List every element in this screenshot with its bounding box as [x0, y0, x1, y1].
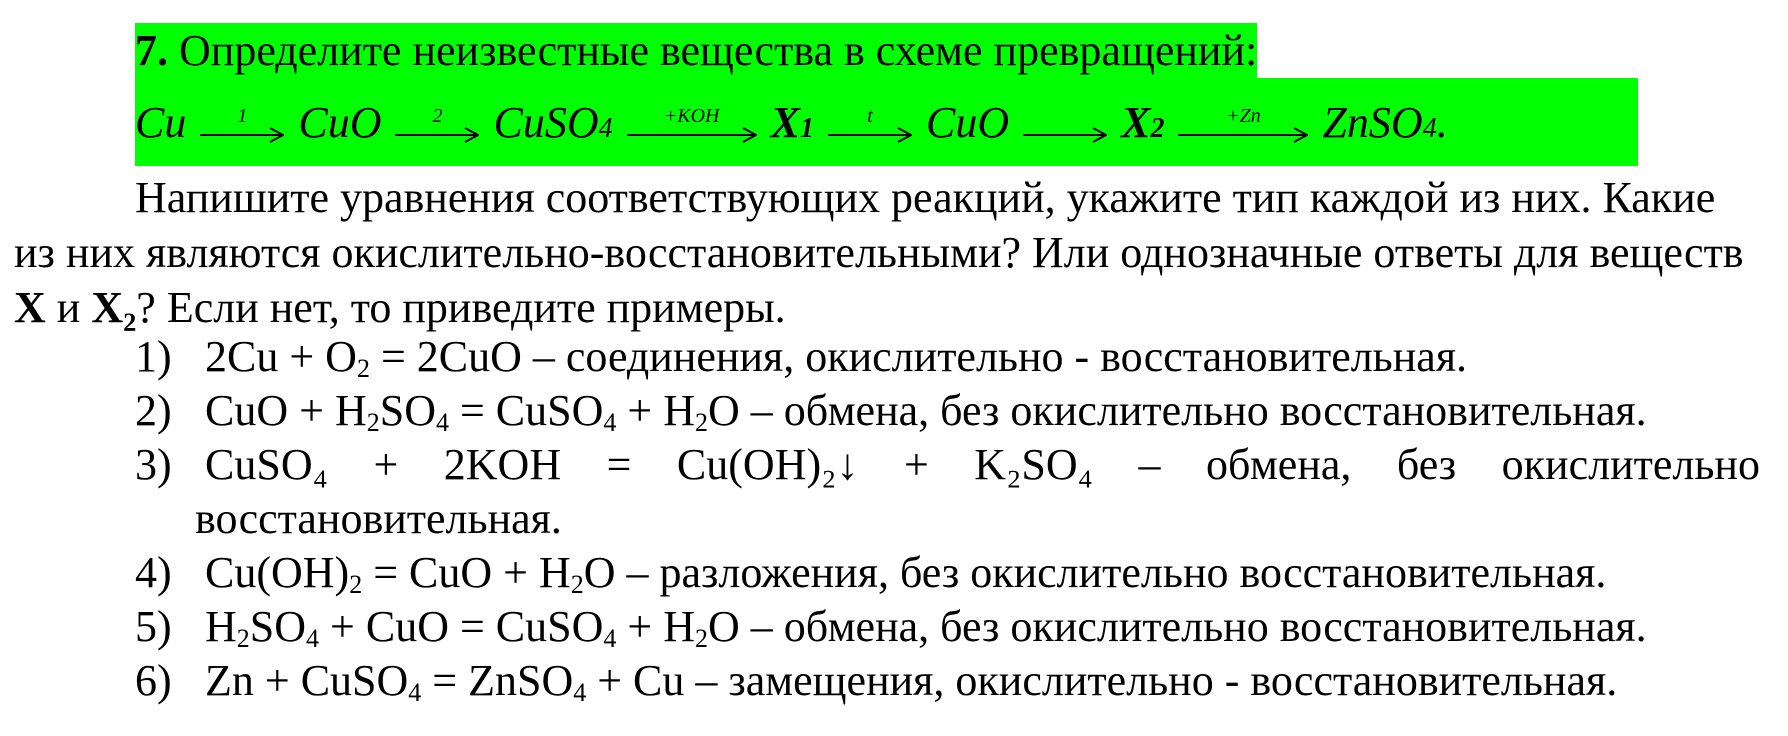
answer-number: 2): [135, 386, 172, 435]
answer-list: [135, 330, 1760, 708]
arrow-label: 1: [237, 105, 248, 127]
equation-text: H: [205, 602, 237, 651]
equation-token: =: [606, 440, 632, 489]
reaction-arrow: [200, 105, 284, 143]
equation-subscript: 2: [349, 570, 363, 599]
equation-text: + Cu – замещения, окислительно - восстановительная.: [586, 656, 1618, 705]
answer-number: 6): [135, 656, 172, 705]
scheme-formula: ZnSO 4 .: [1322, 97, 1448, 147]
answer-equation: [205, 546, 1760, 600]
equation-token: K₂SO₄: [974, 440, 1093, 489]
scheme-formula: [926, 97, 1009, 148]
equation-subscript: 4: [603, 624, 617, 653]
equation-subscript: 2: [356, 354, 370, 383]
paragraph-part2: ? Если нет, то приведите примеры.: [136, 283, 786, 332]
answer-equation: [205, 384, 1760, 438]
answer-number: 4): [135, 548, 172, 597]
equation-text: + CuO = CuSO: [319, 602, 604, 651]
formula-text: X: [1121, 97, 1151, 147]
equation-token: +: [903, 440, 929, 489]
scheme-formula: [135, 97, 186, 148]
equation-text: CuO + H: [205, 386, 367, 435]
equation-subscript: 4: [435, 408, 449, 437]
equation-token: CuSO₄: [205, 440, 328, 489]
answer-equation: [205, 330, 1760, 384]
arrow-label: +KOH: [663, 105, 720, 127]
equation-text: O – обмена, без окислительно восстановительная.: [707, 386, 1647, 435]
answer-number: 1): [135, 332, 172, 381]
equation-text: 2Cu + O: [205, 332, 357, 381]
answer-continuation: восстановительная.: [195, 494, 562, 543]
arrow-icon: [828, 127, 912, 143]
arrow-label: +Zn: [1226, 105, 1261, 127]
equation-token: без: [1396, 440, 1457, 489]
equation-subscript: 4: [408, 678, 422, 707]
answer-item: [135, 654, 1760, 708]
equation-text: + H: [616, 602, 695, 651]
equation-token: окислительно: [1501, 440, 1760, 489]
equation-subscript: 2: [694, 408, 708, 437]
formula-text: CuO: [925, 97, 1010, 147]
equation-text: SO: [379, 386, 436, 435]
equation-text: Cu(OH): [205, 548, 350, 597]
substance-x: X: [14, 283, 46, 332]
arrow-label: t: [867, 105, 873, 127]
equation-subscript: 2: [236, 624, 250, 653]
arrow-icon: [395, 127, 479, 143]
formula-text: ZnSO: [1322, 97, 1423, 147]
answer-number: 3): [135, 440, 172, 489]
answer-equation: [205, 438, 1760, 492]
task-number: 7.: [135, 26, 168, 75]
answer-item: [135, 600, 1760, 654]
answer-equation: [205, 600, 1760, 654]
equation-text: = CuSO: [448, 386, 604, 435]
answer-number: 5): [135, 602, 172, 651]
formula-text: X: [770, 97, 800, 147]
equation-token: +: [373, 440, 399, 489]
task-title-text: Определите неизвестные вещества в схеме превращений:: [168, 26, 1258, 75]
equation-token: –: [1138, 440, 1161, 489]
equation-text: O – обмена, без окислительно восстановительная.: [707, 602, 1647, 651]
equation-subscript: 2: [694, 624, 708, 653]
scheme-formula: [298, 97, 381, 148]
reaction-arrow: [828, 105, 912, 143]
equation-text: + H: [616, 386, 695, 435]
arrow-icon: [1023, 127, 1107, 143]
reaction-arrow: [1178, 105, 1308, 143]
equation-subscript: 2: [570, 570, 584, 599]
answer-item: [135, 438, 1760, 546]
answer-item: [135, 330, 1760, 384]
reaction-arrow: [395, 105, 479, 143]
equation-subscript: 4: [306, 624, 320, 653]
answer-item: [135, 546, 1760, 600]
arrow-icon: [200, 127, 284, 143]
scheme-formula: X 1: [770, 97, 814, 147]
equation-subscript: 2: [366, 408, 380, 437]
arrow-icon: [627, 127, 757, 143]
answer-item: [135, 384, 1760, 438]
equation-token: 2KOH: [443, 440, 562, 489]
formula-text: CuSO: [493, 97, 599, 147]
formula-text: .: [1436, 97, 1448, 147]
equation-text: = ZnSO: [421, 656, 574, 705]
arrow-icon: [1178, 127, 1308, 143]
formula-text: CuO: [298, 97, 382, 147]
arrow-label: [1023, 105, 1107, 127]
scheme-formula: X 2: [1121, 97, 1165, 147]
transformation-scheme: [135, 78, 1638, 166]
scheme-formula: CuSO 4: [493, 97, 613, 147]
arrow-label: 2: [432, 105, 443, 127]
task-title: [135, 23, 1257, 79]
equation-token: Cu(OH)₂↓: [676, 440, 859, 489]
task-paragraph: [14, 170, 1760, 335]
equation-subscript: 4: [573, 678, 587, 707]
equation-text: Zn + CuSO: [205, 656, 409, 705]
equation-text: = 2CuO – соединения, окислительно - восстановительная.: [369, 332, 1468, 381]
equation-token: обмена,: [1206, 440, 1352, 489]
answer-first-line: [135, 438, 1760, 492]
reaction-arrow: [1023, 105, 1107, 143]
answer-equation: [205, 654, 1760, 708]
reaction-arrow: [627, 105, 757, 143]
substance-x2: X₂: [91, 283, 137, 332]
formula-text: Cu: [135, 97, 187, 147]
equation-text: O – разложения, без окислительно восстановительная.: [583, 548, 1607, 597]
paragraph-and: и: [45, 283, 92, 332]
equation-subscript: 4: [603, 408, 617, 437]
equation-text: = CuO + H: [362, 548, 571, 597]
equation-text: SO: [249, 602, 307, 651]
paragraph-part1: Напишите уравнения соответствующих реакций, укажите тип каждой из них. Какие из них являются окислительно-восстановительными? Или однозначные ответы для веществ: [14, 173, 1744, 277]
